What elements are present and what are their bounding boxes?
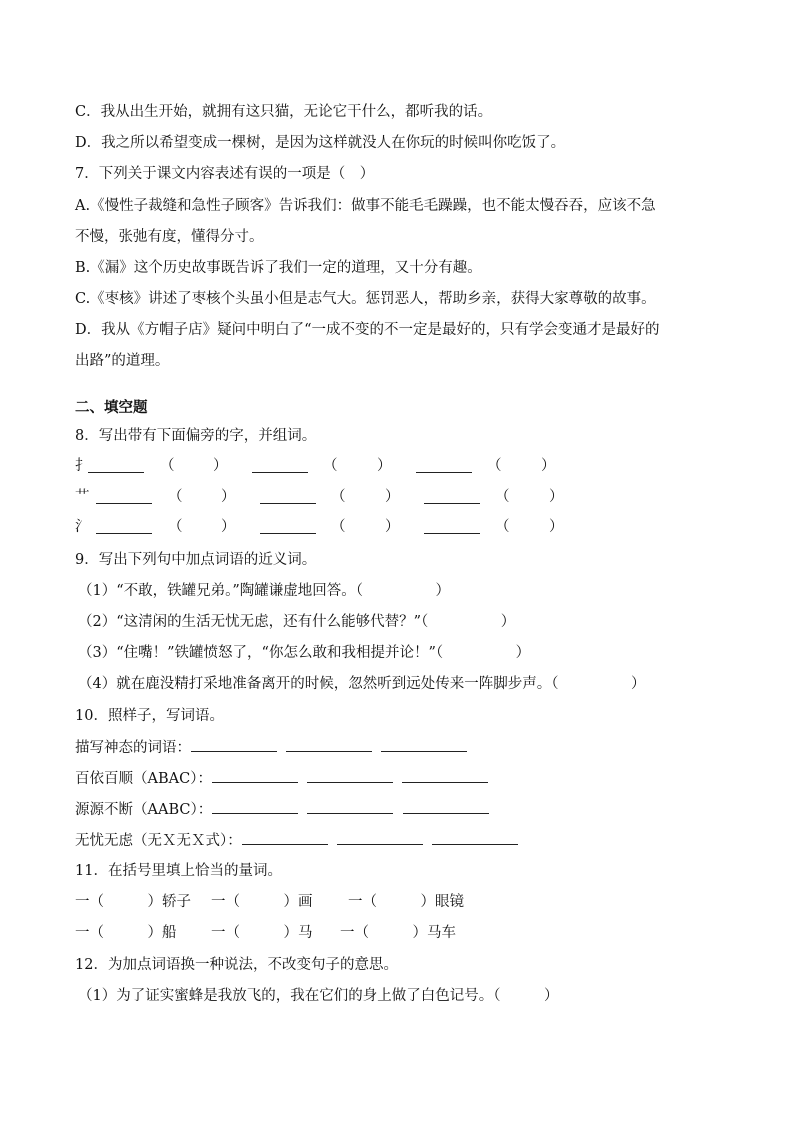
section-title-fill-in: 二、填空题 <box>75 399 148 416</box>
q8-rparen: ） <box>377 458 392 474</box>
q11-item-1: 一（ ）轿子 <box>75 894 191 910</box>
q10-blank-4-3[interactable] <box>432 830 518 845</box>
q10-blank-1-1[interactable] <box>191 737 277 752</box>
q8-blank-r1-3[interactable] <box>416 458 472 473</box>
q10-stem: 10．照样子，写词语。 <box>75 708 224 724</box>
q7-option-d-line2: 出路”的道理。 <box>75 353 170 369</box>
q7-option-d-line1: D．我从《方帽子店》疑问中明白了“一成不变的不一定是最好的，只有学会变通才是最好的 <box>75 322 660 338</box>
q10-blank-1-3[interactable] <box>381 737 467 752</box>
q8-rparen: ） <box>541 458 556 474</box>
q8-lparen: （ <box>160 458 175 474</box>
q7-option-b: B.《漏》这个历史故事既告诉了我们一定的道理，又十分有趣。 <box>75 260 482 276</box>
q12-sentence-1: （1）为了证实蜜蜂是我放飞的，我在它们的身上做了白色记号。（ ） <box>78 988 559 1004</box>
q10-row-2 <box>75 768 488 789</box>
q10-label-1: 描写神态的词语： <box>75 740 191 756</box>
q6-option-d: D．我之所以希望变成一棵树，是因为这样就没人在你玩的时候叫你吃饭了。 <box>75 135 566 151</box>
q8-lparen: （ <box>168 519 183 535</box>
q12-stem: 12．为加点词语换一种说法，不改变句子的意思。 <box>75 957 398 973</box>
q8-blank-r3-3[interactable] <box>424 519 480 534</box>
q11-item-2: 一（ ）画 <box>211 894 313 910</box>
q8-blank-r3-2[interactable] <box>260 519 316 534</box>
q6-option-c: C．我从出生开始，就拥有这只猫，无论它干什么，都听我的话。 <box>75 104 493 120</box>
q10-blank-3-2[interactable] <box>307 799 393 814</box>
q10-blank-2-2[interactable] <box>307 768 393 783</box>
q8-radical-2: 艹 <box>75 489 90 505</box>
q9-sentence-1: （1）“不敢，铁罐兄弟。”陶罐谦虚地回答。（ ） <box>78 583 451 599</box>
q8-lparen: （ <box>331 519 346 535</box>
q8-blank-r2-2[interactable] <box>260 489 316 504</box>
q8-rparen: ） <box>221 489 236 505</box>
q8-blank-r1-2[interactable] <box>252 458 308 473</box>
q8-rparen: ） <box>385 519 400 535</box>
q10-label-4: 无忧无虑（无Ｘ无Ｘ式）： <box>75 833 242 849</box>
q10-blank-4-2[interactable] <box>337 830 423 845</box>
q8-rparen: ） <box>549 519 564 535</box>
q10-blank-3-1[interactable] <box>212 799 298 814</box>
q8-lparen: （ <box>331 489 346 505</box>
q8-rparen: ） <box>385 489 400 505</box>
q8-rparen: ） <box>549 489 564 505</box>
q10-blank-2-3[interactable] <box>402 768 488 783</box>
q8-blank-r3-1[interactable] <box>96 519 152 534</box>
q8-blank-r2-1[interactable] <box>96 489 152 504</box>
q7-stem: 7．下列关于课文内容表述有误的一项是（ ） <box>75 166 375 182</box>
q7-option-a-line1: A.《慢性子裁缝和急性子顾客》告诉我们：做事不能毛毛躁躁，也不能太慢吞吞，应该不急 <box>75 198 656 214</box>
q11-item-6: 一（ ）马车 <box>340 925 456 941</box>
q8-rparen: ） <box>221 519 236 535</box>
q10-label-3: 源源不断（AABC）： <box>75 802 213 818</box>
q8-lparen: （ <box>495 519 510 535</box>
q10-row-1 <box>75 737 467 758</box>
q10-row-4 <box>75 830 518 851</box>
q10-blank-2-1[interactable] <box>212 768 298 783</box>
q8-blank-r1-1[interactable] <box>88 458 144 473</box>
q11-item-4: 一（ ）船 <box>75 925 177 941</box>
q8-lparen: （ <box>495 489 510 505</box>
q9-sentence-3: （3）“住嘴！”铁罐愤怒了，“你怎么敢和我相提并论！”（ ） <box>78 645 531 661</box>
q7-option-a-line2: 不慢，张弛有度，懂得分寸。 <box>75 229 264 245</box>
q8-radical-1: 扌 <box>75 458 90 474</box>
q8-lparen: （ <box>168 489 183 505</box>
q9-sentence-4: （4）就在鹿没精打采地准备离开的时候，忽然听到远处传来一阵脚步声。（ ） <box>78 676 646 692</box>
q8-blank-r2-3[interactable] <box>424 489 480 504</box>
q11-stem: 11．在括号里填上恰当的量词。 <box>75 863 282 879</box>
q10-row-3 <box>75 799 489 820</box>
q10-blank-3-3[interactable] <box>403 799 489 814</box>
q9-stem: 9．写出下列句中加点词语的近义词。 <box>75 552 317 568</box>
q8-radical-3: 氵 <box>75 519 90 535</box>
q9-sentence-2: （2）“这清闲的生活无忧无虑，还有什么能够代替？”（ ） <box>78 614 516 630</box>
q10-blank-1-2[interactable] <box>286 737 372 752</box>
q11-item-5: 一（ ）马 <box>211 925 313 941</box>
q10-label-2: 百依百顺（ABAC）： <box>75 771 212 787</box>
q11-item-3: 一（ ）眼镜 <box>348 894 464 910</box>
q10-blank-4-1[interactable] <box>242 830 328 845</box>
q8-lparen: （ <box>323 458 338 474</box>
q8-stem: 8．写出带有下面偏旁的字，并组词。 <box>75 428 317 444</box>
q8-lparen: （ <box>487 458 502 474</box>
q7-option-c: C.《枣核》讲述了枣核个头虽小但是志气大。惩罚恶人，帮助乡亲，获得大家尊敬的故事。 <box>75 291 656 307</box>
q8-rparen: ） <box>213 458 228 474</box>
